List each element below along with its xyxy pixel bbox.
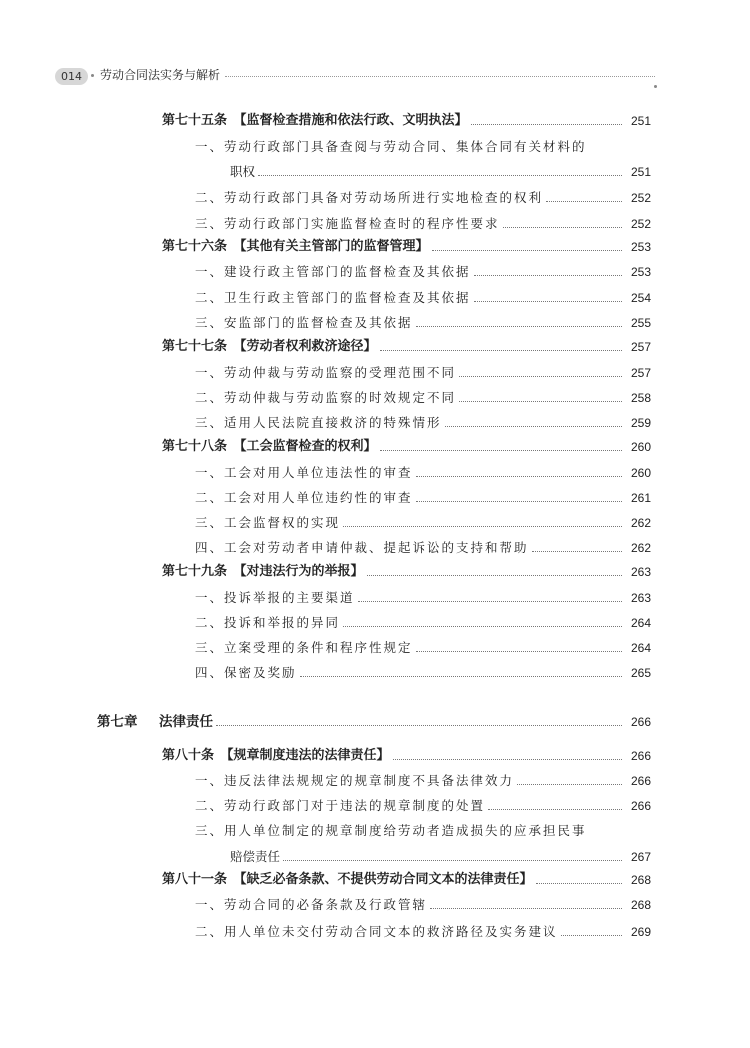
toc-entry-title: 一、劳动仲裁与劳动监察的受理范围不同 [195, 365, 457, 380]
dot-leader [532, 551, 622, 552]
toc-entry-title: 三、适用人民法院直接救济的特殊情形 [195, 415, 442, 430]
dot-leader [561, 935, 622, 936]
toc-entry-sub [195, 610, 651, 636]
toc-entry-title: 三、立案受理的条件和程序性规定 [195, 640, 413, 655]
bullet-dot [91, 74, 94, 77]
toc-entry-article [162, 234, 651, 260]
dot-leader [474, 275, 622, 276]
toc-entry-title: 赔偿责任 [230, 849, 281, 864]
header-rule [225, 76, 655, 77]
toc-entry-sub [195, 134, 651, 160]
toc-page-number: 266 [630, 774, 651, 788]
toc-entry-article [162, 434, 651, 460]
dot-leader [503, 227, 622, 228]
toc-entry-sub [195, 892, 651, 918]
dot-leader [300, 676, 622, 677]
dot-leader [416, 326, 622, 327]
toc-entry-title: 四、工会对劳动者申请仲裁、提起诉讼的支持和帮助 [195, 540, 529, 555]
toc-entry-title: 二、劳动行政部门具备对劳动场所进行实地检查的权利 [195, 190, 544, 205]
toc-page-number: 259 [630, 416, 651, 430]
dot-leader [380, 350, 622, 351]
toc-page-number: 253 [630, 265, 651, 279]
dot-leader [517, 784, 622, 785]
toc-entry-title: 二、投诉和举报的异同 [195, 615, 341, 630]
dot-leader [393, 759, 622, 760]
toc-entry-sub [195, 919, 651, 945]
toc-page-number: 262 [630, 516, 651, 530]
toc-page-number: 255 [630, 316, 651, 330]
toc-entry-title: 二、卫生行政主管部门的监督检查及其依据 [195, 290, 471, 305]
dot-leader [283, 860, 622, 861]
dot-leader [546, 201, 622, 202]
toc-entry-article [162, 867, 651, 893]
toc-entry-sub [195, 510, 651, 536]
toc-entry-sub [195, 535, 651, 561]
toc-page-number: 266 [630, 799, 651, 813]
toc-page-number: 265 [630, 666, 651, 680]
toc-entry-title: 三、劳动行政部门实施监督检查时的程序性要求 [195, 216, 500, 231]
toc-entry-sub [195, 585, 651, 611]
toc-page-number: 252 [630, 217, 651, 231]
toc-page-number: 268 [630, 898, 651, 912]
dot-leader [343, 526, 622, 527]
toc-page-number: 260 [630, 466, 651, 480]
toc-entry-title: 第七十六条 【其他有关主管部门的监督管理】 [162, 239, 429, 254]
toc-page-number: 251 [630, 165, 651, 179]
toc-page-number: 257 [630, 340, 651, 354]
dot-leader [358, 601, 622, 602]
toc-entry-title: 第八十一条 【缺乏必备条款、不提供劳动合同文本的法律责任】 [162, 872, 533, 887]
dot-leader [367, 575, 622, 576]
toc-entry-title: 职权 [230, 164, 256, 179]
toc-entry-title: 第八十条 【规章制度违法的法律责任】 [162, 748, 390, 763]
toc-page-number: 262 [630, 541, 651, 555]
toc-page-number: 266 [630, 715, 651, 729]
dot-leader [343, 626, 622, 627]
toc-entry-sub [195, 460, 651, 486]
toc-entry-title: 第七十九条 【对违法行为的举报】 [162, 564, 364, 579]
toc-entry-title: 四、保密及奖励 [195, 665, 297, 680]
toc-entry-sub [195, 285, 651, 311]
toc-entry-title: 第七十八条 【工会监督检查的权利】 [162, 439, 377, 454]
toc-entry-title: 二、用人单位未交付劳动合同文本的救济路径及实务建议 [195, 924, 558, 939]
toc-entry-sub [195, 310, 651, 336]
page-number: 014 [55, 68, 88, 85]
toc-page-number: 264 [630, 641, 651, 655]
toc-page-number: 264 [630, 616, 651, 630]
toc-entry-title: 二、劳动仲裁与劳动监察的时效规定不同 [195, 390, 457, 405]
toc-page-number: 260 [630, 440, 651, 454]
toc-entry-article [162, 108, 651, 134]
toc-entry-title: 二、工会对用人单位违约性的审查 [195, 490, 413, 505]
toc-entry-title: 一、建设行政主管部门的监督检查及其依据 [195, 264, 471, 279]
toc-page-number: 269 [630, 925, 651, 939]
dot-leader [258, 175, 622, 176]
dot-leader [459, 401, 622, 402]
toc-entry-chapter [97, 709, 651, 735]
toc-page-number: 268 [630, 873, 651, 887]
toc-page-number: 251 [630, 114, 651, 128]
header-rule-end-dot [654, 85, 657, 88]
dot-leader [380, 450, 622, 451]
toc-entry-title: 一、工会对用人单位违法性的审查 [195, 465, 413, 480]
book-title: 劳动合同法实务与解析 [100, 68, 221, 82]
dot-leader [459, 376, 622, 377]
toc-entry-title: 三、工会监督权的实现 [195, 515, 341, 530]
dot-leader [216, 725, 622, 726]
dot-leader [432, 250, 622, 251]
toc-page-number: 258 [630, 391, 651, 405]
toc-entry-sub [195, 485, 651, 511]
toc-entry-sub [195, 818, 651, 844]
toc-entry-title: 一、劳动行政部门具备查阅与劳动合同、集体合同有关材料的 [195, 139, 587, 154]
toc-entry-sub [195, 793, 651, 819]
toc-page-number: 266 [630, 749, 651, 763]
dot-leader [536, 883, 622, 884]
chapter-title: 法律责任 [159, 714, 213, 730]
toc-entry-article [162, 743, 651, 769]
dot-leader [416, 501, 622, 502]
toc-entry-title: 二、劳动行政部门对于违法的规章制度的处置 [195, 798, 486, 813]
chapter-label: 第七章 [97, 714, 138, 730]
dot-leader [416, 476, 622, 477]
toc-entry-title: 一、劳动合同的必备条款及行政管辖 [195, 897, 428, 912]
toc-page-number: 263 [630, 591, 651, 605]
toc-page-number: 263 [630, 565, 651, 579]
toc-entry-sub [195, 660, 651, 686]
toc-entry-sub [195, 385, 651, 411]
running-header [55, 66, 655, 88]
toc-entry-cont [230, 159, 651, 185]
toc-entry-title: 第七十七条 【劳动者权利救济途径】 [162, 339, 377, 354]
toc-entry-sub [195, 635, 651, 661]
toc-entry-sub [195, 185, 651, 211]
toc-entry-sub [195, 768, 651, 794]
toc-page-number: 254 [630, 291, 651, 305]
toc-entry-title: 三、安监部门的监督检查及其依据 [195, 315, 413, 330]
toc-entry-title: 一、投诉举报的主要渠道 [195, 590, 355, 605]
dot-leader [430, 908, 622, 909]
dot-leader [474, 301, 622, 302]
toc-entry-title [97, 713, 213, 731]
toc-entry-sub [195, 259, 651, 285]
toc-page-number: 257 [630, 366, 651, 380]
toc-page-number: 267 [630, 850, 651, 864]
dot-leader [488, 809, 622, 810]
toc-entry-sub [195, 410, 651, 436]
toc-entry-title: 一、违反法律法规规定的规章制度不具备法律效力 [195, 773, 515, 788]
toc-entry-article [162, 559, 651, 585]
dot-leader [471, 124, 622, 125]
toc-page-number: 253 [630, 240, 651, 254]
toc-page-number: 261 [630, 491, 651, 505]
toc-entry-sub [195, 360, 651, 386]
toc-entry-title: 三、用人单位制定的规章制度给劳动者造成损失的应承担民事 [195, 823, 587, 838]
toc-entry-title: 第七十五条 【监督检查措施和依法行政、文明执法】 [162, 113, 468, 128]
dot-leader [416, 651, 622, 652]
toc-page-number: 252 [630, 191, 651, 205]
dot-leader [445, 426, 622, 427]
toc-entry-article [162, 334, 651, 360]
